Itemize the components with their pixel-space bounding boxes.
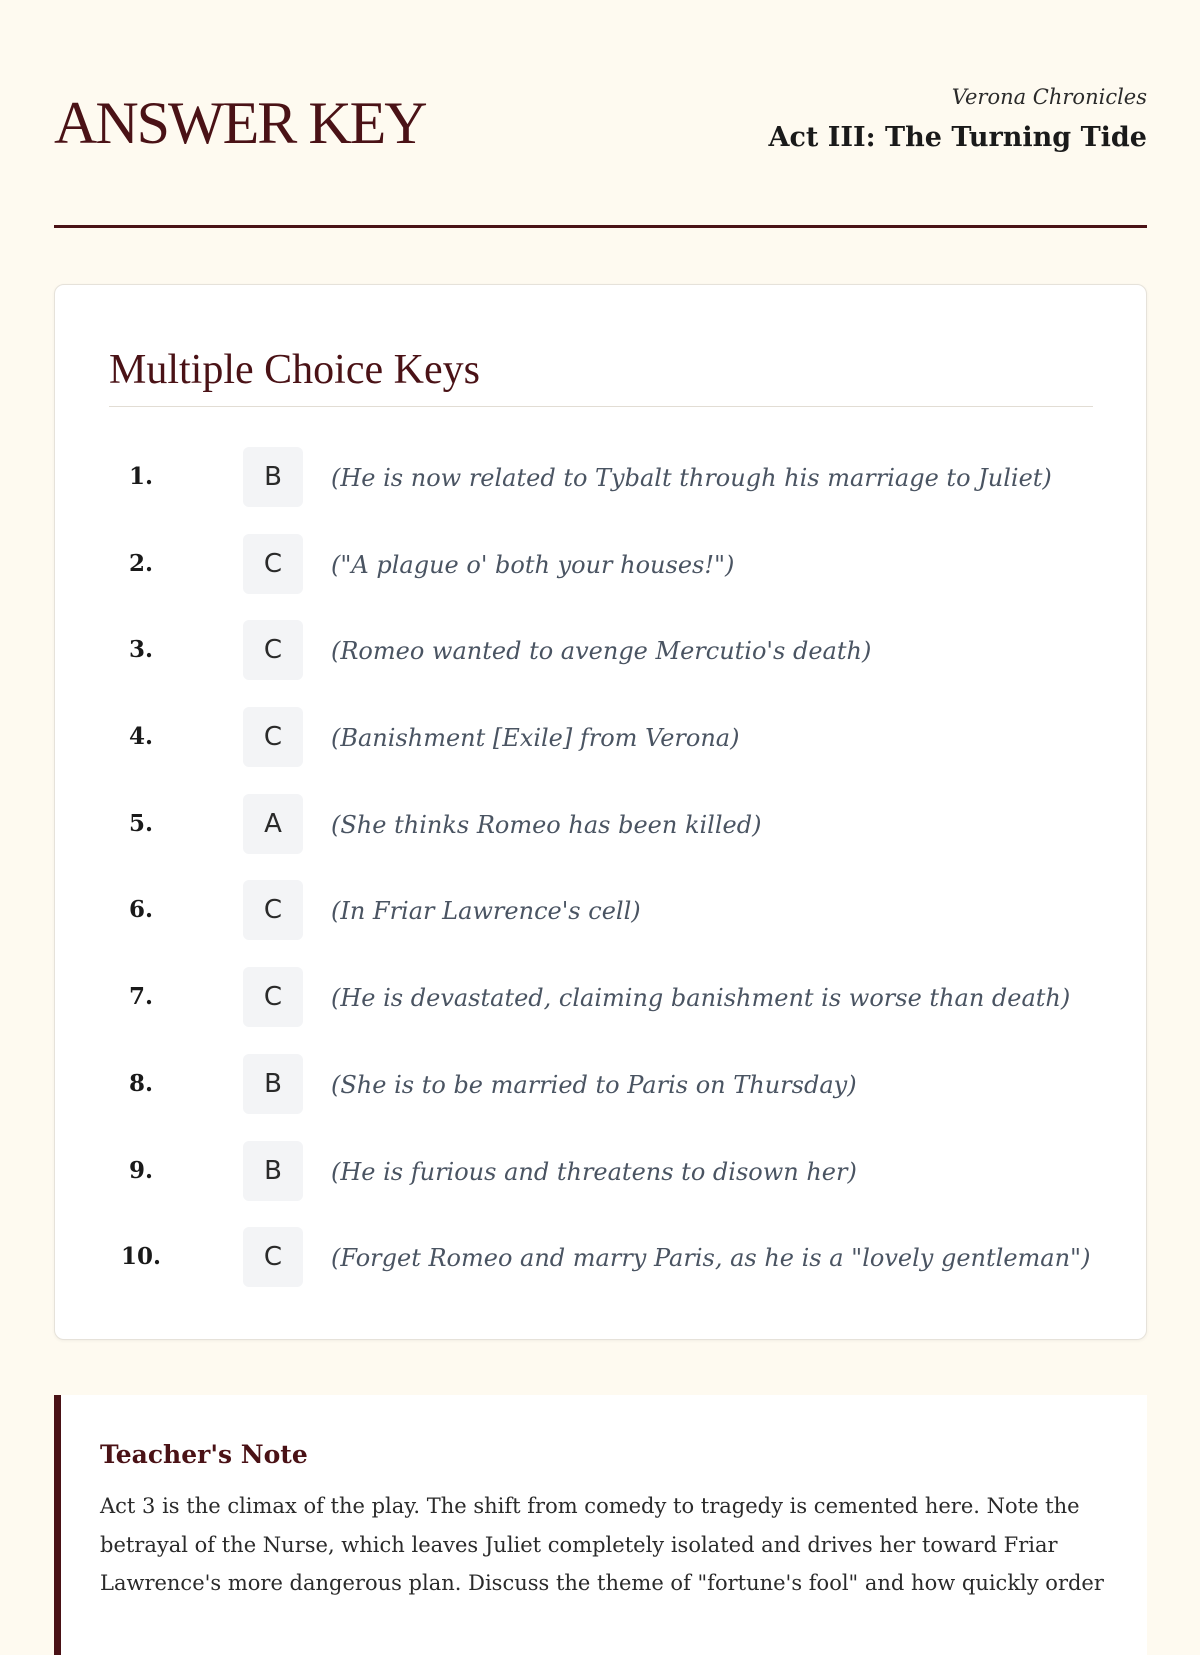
answer-letter-badge: B [243,1054,303,1114]
teacher-note-body: Act 3 is the climax of the play. The shift from comedy to tragedy is cemented here. Note the betrayal of the Nurse, which leaves Juliet completely isolated and drives her toward Friar Lawrence's more dangerous plan. Discuss the theme of "fortune's fool" and how quickly order [100,1494,1104,1595]
answer-row [109,707,1093,794]
answer-letter-badge: B [243,447,303,507]
answer-row [109,880,1093,967]
answer-letter-badge: C [243,707,303,767]
answer-row [109,1054,1093,1141]
answer-explanation: (He is devastated, claiming banishment is worse than death) [331,984,1071,1013]
answer-row [109,1141,1093,1228]
answer-row [109,794,1093,881]
answer-row [109,534,1093,621]
answer-row [109,447,1093,534]
answer-explanation: (She is to be married to Paris on Thursday) [331,1070,857,1099]
answer-explanation: (Romeo wanted to avenge Mercutio's death) [331,637,872,666]
multiple-choice-card [54,284,1147,1340]
teacher-note [54,1395,1147,1655]
page-header [54,0,1147,228]
answer-explanation: (Forget Romeo and marry Paris, as he is a "lovely gentleman") [331,1244,1091,1273]
teacher-note-heading: Teacher's Note [100,1440,308,1469]
question-number: 7. [128,983,153,1011]
answer-letter-badge: C [243,967,303,1027]
question-number: 8. [128,1069,153,1097]
answer-letter-badge: A [243,794,303,854]
answer-row [109,967,1093,1054]
question-number: 10. [120,1243,161,1271]
question-number: 5. [128,809,153,837]
answer-row [109,1227,1093,1314]
header-meta [769,82,1148,158]
answer-explanation: (He is furious and threatens to disown her) [331,1157,857,1186]
answer-explanation: ("A plague o' both your houses!") [331,550,735,579]
series-name: Verona Chronicles [951,85,1147,109]
answer-letter-badge: C [243,1227,303,1287]
answer-letter-badge: C [243,620,303,680]
answer-explanation: (Banishment [Exile] from Verona) [331,724,740,753]
answer-list [109,447,1093,1314]
question-number: 3. [128,636,153,664]
answer-explanation: (She thinks Romeo has been killed) [331,810,762,839]
answer-letter-badge: C [243,880,303,940]
page-title: ANSWER KEY [54,90,426,156]
answer-explanation: (He is now related to Tybalt through his marriage to Juliet) [331,464,1052,492]
answer-key-page [54,0,1147,1595]
question-number: 1. [128,463,153,490]
answer-explanation: (In Friar Lawrence's cell) [331,897,641,926]
question-number: 9. [128,1156,153,1184]
act-title: Act III: The Turning Tide [768,122,1147,153]
answer-row [109,620,1093,707]
answer-letter-badge: B [243,1141,303,1201]
question-number: 6. [128,896,153,924]
answer-letter-badge: C [243,534,303,594]
question-number: 4. [128,723,153,751]
section-heading: Multiple Choice Keys [109,347,480,393]
section-divider [109,406,1093,407]
question-number: 2. [128,549,153,577]
